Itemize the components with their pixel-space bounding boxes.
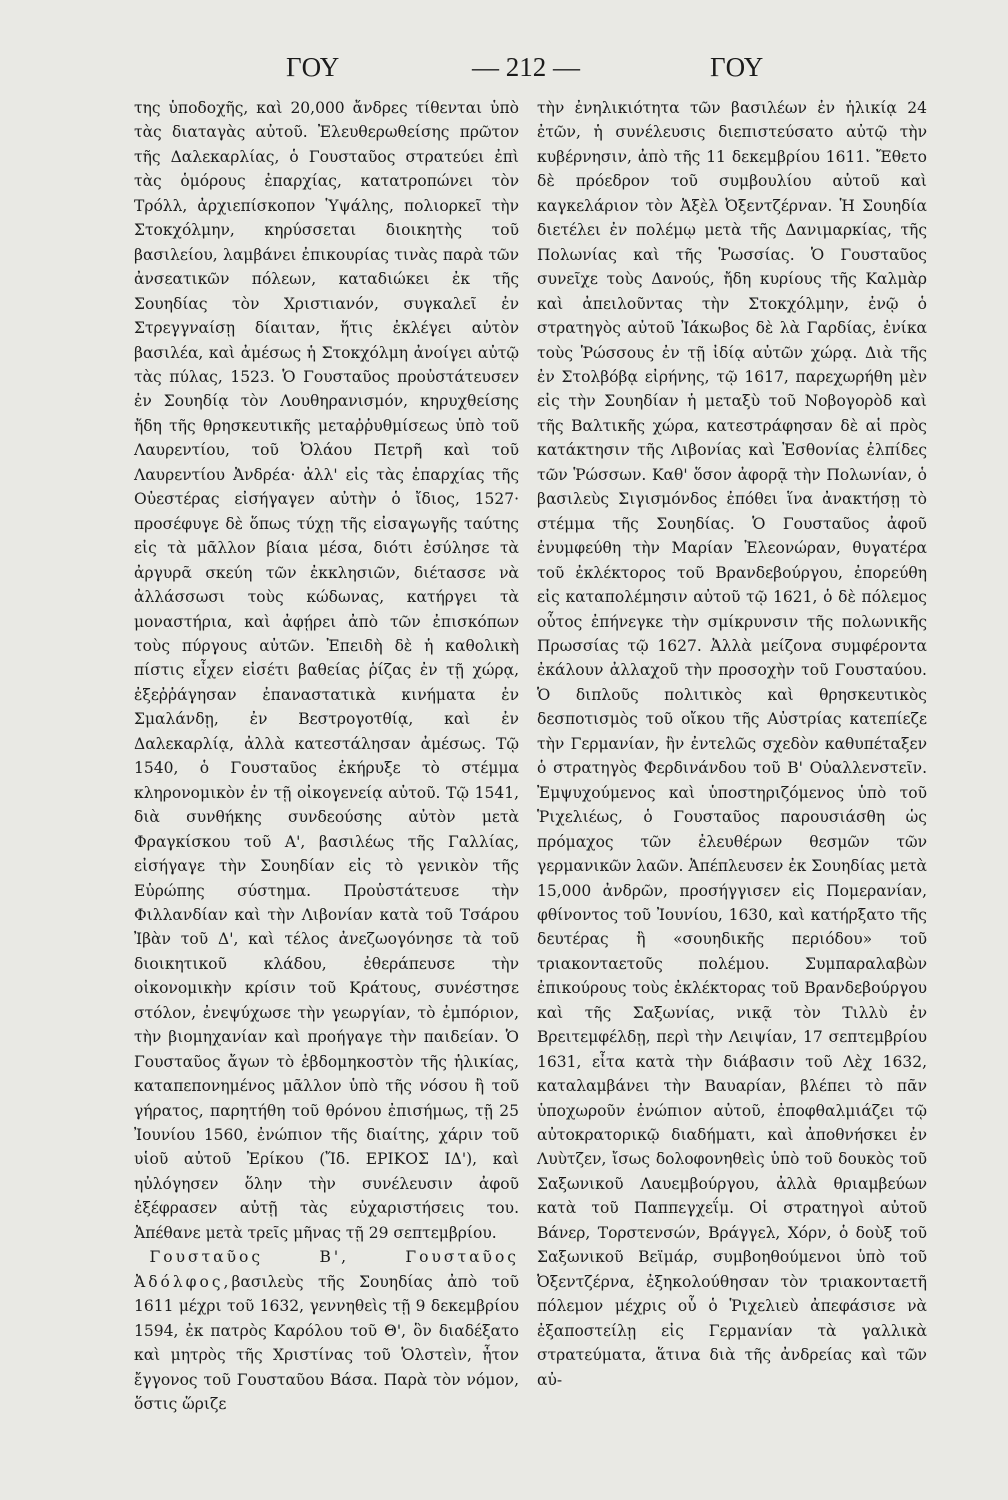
entry-text: βασιλεὺς τῆς Σουηδίας ἀπὸ τοῦ 1611 μέχρι τοῦ 1632, γεννηθεὶς τῇ 9 δεκεμβρίου 1594, ἐκ πατρὸς Καρόλου τοῦ Θ', ὃν διαδέξατο καὶ μητρὸς τῆς Χριστίνας τοῦ Ὁλστεὶν, ἦτον ἔγγονος τοῦ Γουσταῦου Βάσα. Παρὰ τὸν νόμον, ὅστις ὥριζε (134, 1272, 519, 1414)
entry-gustavus-ii (134, 1245, 519, 1416)
header-left-word: ΓΟΥ (286, 52, 340, 82)
header-right-word: ΓΟΥ (710, 52, 764, 82)
page-number: — 212 — (472, 52, 580, 82)
left-column (134, 96, 519, 1446)
running-header (0, 52, 1008, 92)
entry-heading: Γουσταῦος Β', Γουσταῦος Ἀδόλφος, (134, 1248, 519, 1291)
right-column (537, 96, 927, 1446)
right-column-text: τὴν ἐνηλικιότητα τῶν βασιλέων ἐν ἡλικίᾳ 24 ἐτῶν, ἡ συνέλευσις διεπιστεύσατο αὐτῷ τὴν κυβέρνησιν, ἀπὸ τῆς 11 δεκεμβρίου 1611. Ἔθετο δὲ πρόεδρον τοῦ συμβουλίου αὐτοῦ καὶ καγκελάριον τὸν Ἀξὲλ Ὀξεντζέρναν. Ἡ Σουηδία διετέλει ἐν πολέμῳ μετὰ τῆς Δανιμαρκίας, τῆς Πολωνίας καὶ τῆς Ῥωσσίας. Ὁ Γουσταῦος συνεῖχε τοὺς Δανούς, ἤδη κυρίους τῆς Καλμὰρ καὶ ἀπειλοῦντας τὴν Στοκχόλμην, ἐνῷ ὁ στρατηγὸς αὐτοῦ Ἰάκωβος δὲ λὰ Γαρδίας, ἐνίκα τοὺς Ῥώσσους ἐν τῇ ἰδίᾳ αὐτῶν χώρᾳ. Διὰ τῆς ἐν Στολβόβᾳ εἰρήνης, τῷ 1617, παρεχωρήθη μὲν εἰς τὴν Σουηδίαν ἡ μεταξὺ τοῦ Νοβογορὸδ καὶ τῆς Βαλτικῆς χώρα, κατεστράφησαν δὲ αἱ πρὸς κατάκτησιν τῆς Λιβονίας καὶ Ἐσθονίας ἐλπίδες τῶν Ῥώσσων. Καθ' ὅσον ἀφορᾷ τὴν Πολωνίαν, ὁ βασιλεὺς Σιγισμόνδος ἐπόθει ἵνα ἀνακτήσῃ τὸ στέμμα τῆς Σουηδίας. Ὁ Γουσταῦος ἀφοῦ ἐνυμφεύθη τὴν Μαρίαν Ἐλεονώραν, θυγατέρα τοῦ ἐκλέκτορος τοῦ Βρανδεβούργου, ἐπορεύθη εἰς καταπολέμησιν αὐτοῦ τῷ 1621, ὁ δὲ πόλεμος οὗτος ἐπήνεγκε τὴν σμίκρυνσιν τῆς πολωνικῆς Πρωσσίας τῷ 1627. Ἀλλὰ μείζονα συμφέροντα ἐκάλουν ἀλλαχοῦ τὴν προσοχὴν τοῦ Γουσταύου. Ὁ διπλοῦς πολιτικὸς καὶ θρησκευτικὸς δεσποτισμὸς τοῦ οἴκου τῆς Αὐστρίας κατεπίεζε τὴν Γερμανίαν, ἣν ἐντελῶς σχεδὸν καθυπέταξεν ὁ στρατηγὸς Φερδινάνδου τοῦ Β' Οὐαλλενστεῖν. Ἐμψυχούμενος καὶ ὑποστηριζόμενος ὑπὸ τοῦ Ῥιχελιέως, ὁ Γουσταῦος παρουσιάσθη ὡς πρόμαχος τῶν ἐλευθέρων θεσμῶν τῶν γερμανικῶν λαῶν. Ἀπέπλευσεν ἐκ Σουηδίας μετὰ 15,000 ἀνδρῶν, προσήγγισεν εἰς Πομερανίαν, φθίνοντος τοῦ Ἰουνίου, 1630, καὶ κατήρξατο τῆς δευτέρας ἢ «σουηδικῆς περιόδου» τοῦ τριακονταετοῦς πολέμου. Συμπαραλαβὼν ἐπικούρους τοὺς ἐκλέκτορας τοῦ Βρανδεβούργου καὶ τῆς Σαξωνίας, νικᾷ τὸν Τιλλὺ ἐν Βρειτεμφέλδῃ, περὶ τὴν Λειψίαν, 17 σεπτεμβρίου 1631, εἶτα κατὰ τὴν διάβασιν τοῦ Λὲχ 1632, καταλαμβάνει τὴν Βαυαρίαν, βλέπει τὸ πᾶν ὑποχωροῦν ἐνώπιον αὐτοῦ, ἐποφθαλμιάζει τῷ αὐτοκρατορικῷ διαδήματι, καὶ ἀποθνήσκει ἐν Λυὺτζεν, ἴσως δολοφονηθεὶς ὑπὸ τοῦ δουκὸς τοῦ Σαξωνικοῦ Λαυεμβούργου, ἀλλὰ θριαμβεύων κατὰ τοῦ Παππεγχεΐμ. Οἱ στρατηγοὶ αὐτοῦ Βάνερ, Τορστενσών, Βράγγελ, Χόρν, ὁ δοὺξ τοῦ Σαξωνικοῦ Βεϊμάρ, συμβοηθούμενοι ὑπὸ τοῦ Ὀξεντζέρνα, ἐξηκολούθησαν τὸν τριακονταετῆ πόλεμον μέχρις οὗ ὁ Ῥιχελιεὺ ἀπεφάσισε νὰ ἐξαποστείλῃ εἰς Γερμανίαν τὰ γαλλικὰ στρατεύματα, ἅτινα διὰ τῆς ἀνδρείας καὶ τῶν αὐ- (537, 99, 927, 1389)
left-column-text: της ὑποδοχῆς, καὶ 20,000 ἄνδρες τίθενται ὑπὸ τὰς διαταγὰς αὐτοῦ. Ἐλευθερωθείσης πρῶτον τῆς Δαλεκαρλίας, ὁ Γουσταῦος στρατεύει ἐπὶ τὰς ὁμόρους ἐπαρχίας, κατατροπώνει τὸν Τρόλλ, ἀρχιεπίσκοπον Ὑψάλης, πολιορκεῖ τὴν Στοκχόλμην, κηρύσσεται διοικητὴς τοῦ βασιλείου, λαμβάνει ἐπικουρίας τινὰς παρὰ τῶν ἀνσεατικῶν πόλεων, καταδιώκει ἐκ τῆς Σουηδίας τὸν Χριστιανόν, συγκαλεῖ ἐν Στρεγγναίσῃ δίαιταν, ἥτις ἐκλέγει αὐτὸν βασιλέα, καὶ ἀμέσως ἡ Στοκχόλμη ἀνοίγει αὐτῷ τὰς πύλας, 1523. Ὁ Γουσταῦος προὐστάτευσεν ἐν Σουηδίᾳ τὸν Λουθηρανισμόν, κηρυχθείσης ἤδη τῆς θρησκευτικῆς μεταῤῥυθμίσεως ὑπὸ τοῦ Λαυρεντίου, τοῦ Ὀλάου Πετρῆ καὶ τοῦ Λαυρεντίου Ἀνδρέα· ἀλλ' εἰς τὰς ἐπαρχίας τῆς Οὐεστέρας εἰσήγαγεν αὐτὴν ὁ ἴδιος, 1527· προσέφυγε δὲ ὅπως τύχῃ τῆς εἰσαγωγῆς ταύτης εἰς τὰ μᾶλλον βίαια μέσα, διότι ἐσύλησε τὰ ἀργυρᾶ σκεύη τῶν ἐκκλησιῶν, διέτασσε νὰ ἀλλάσσωσι τοὺς κώδωνας, κατήργει τὰ μοναστήρια, καὶ ἀφῄρει ἀπὸ τῶν ἐπισκόπων τοὺς πύργους αὐτῶν. Ἐπειδὴ δὲ ἡ καθολικὴ πίστις εἶχεν εἰσέτι βαθείας ῥίζας ἐν τῇ χώρᾳ, ἐξεῤῥάγησαν ἐπαναστατικὰ κινήματα ἐν Σμαλάνδῃ, ἐν Βεστρογοτθίᾳ, καὶ ἐν Δαλεκαρλίᾳ, ἀλλὰ κατεστάλησαν ἀμέσως. Τῷ 1540, ὁ Γουσταῦος ἐκήρυξε τὸ στέμμα κληρονομικὸν ἐν τῇ οἰκογενείᾳ αὐτοῦ. Τῷ 1541, διὰ συνθήκης συνδεούσης αὐτὸν μετὰ Φραγκίσκου τοῦ Α', βασιλέως τῆς Γαλλίας, εἰσήγαγε τὴν Σουηδίαν εἰς τὸ γενικὸν τῆς Εὐρώπης σύστημα. Προὐστάτευσε τὴν Φιλλανδίαν καὶ τὴν Λιβονίαν κατὰ τοῦ Τσάρου Ἰβὰν τοῦ Δ', καὶ τέλος ἀνεζωογόνησε τὰ τοῦ διοικητικοῦ κλάδου, ἐθεράπευσε τὴν οἰκονομικὴν κρίσιν τοῦ Κράτους, συνέστησε στόλον, ἐνεψύχωσε τὴν γεωργίαν, τὸ ἐμπόριον, τὴν βιομηχανίαν καὶ προήγαγε τὴν παιδείαν. Ὁ Γουσταῦος ἄγων τὸ ἑβδομηκοστὸν τῆς ἡλικίας, καταπεπονημένος μᾶλλον ὑπὸ τῆς νόσου ἢ τοῦ γήρατος, παρητήθη τοῦ θρόνου ἐπισήμως, τῇ 25 Ἰουνίου 1560, ἐνώπιον τῆς διαίτης, χάριν τοῦ υἱοῦ αὐτοῦ Ἐρίκου (Ἴδ. ΕΡΙΚΟΣ ΙΔ'), καὶ ηὐλόγησεν ὅλην τὴν συνέλευσιν ἀφοῦ ἐξέφρασεν αὐτῇ τὰς εὐχαριστήσεις του. Ἀπέθανε μετὰ τρεῖς μῆνας τῇ 29 σεπτεμβρίου. (134, 99, 519, 1242)
